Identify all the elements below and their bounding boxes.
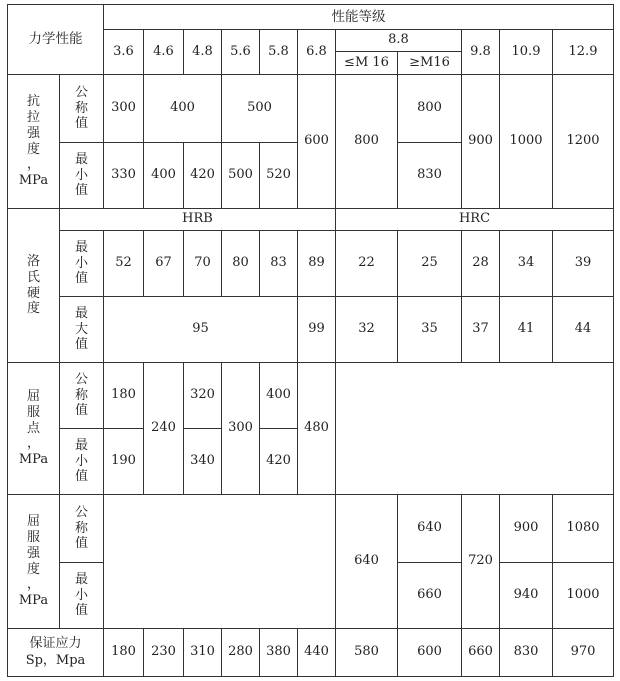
table-cell: 70 (184, 231, 222, 297)
grade-header: 9.8 (462, 30, 500, 75)
grade-header: 12.9 (553, 30, 614, 75)
nominal-value-label: 公 称 值 (60, 75, 104, 143)
table-cell: 240 (144, 363, 184, 495)
mechanical-properties-table (7, 4, 614, 677)
table-cell: 480 (298, 363, 336, 495)
yield-strength-label: 屈 服 强 度 ， MPa (8, 495, 60, 629)
table-cell: 1200 (553, 75, 614, 209)
table-cell: 720 (462, 495, 500, 629)
proof-stress-label: 保证应力 Sp，Mpa (8, 629, 104, 677)
grade-header: 5.8 (260, 30, 298, 75)
grade-header: 10.9 (500, 30, 553, 75)
table-cell: 1000 (553, 563, 614, 629)
table-cell: 95 (104, 297, 298, 363)
table-cell: 80 (222, 231, 260, 297)
table-cell: 500 (222, 75, 298, 143)
grade-header: 4.8 (184, 30, 222, 75)
table-cell: 640 (336, 495, 398, 629)
table-cell: 67 (144, 231, 184, 297)
table-cell: 830 (398, 143, 462, 209)
table-cell: 420 (184, 143, 222, 209)
min-value-label: 最 小 值 (60, 429, 104, 495)
empty-cell (104, 495, 336, 629)
grade-header: 6.8 (298, 30, 336, 75)
grade-88-subheader: ≥M16 (398, 52, 462, 75)
table-cell: 180 (104, 363, 144, 429)
table-cell: 280 (222, 629, 260, 677)
table-cell: 660 (398, 563, 462, 629)
table-cell: 970 (553, 629, 614, 677)
table-cell: 400 (144, 75, 222, 143)
grade-header: 3.6 (104, 30, 144, 75)
table-cell: 800 (398, 75, 462, 143)
table-cell: 1080 (553, 495, 614, 563)
table-cell: 300 (104, 75, 144, 143)
table-cell: 310 (184, 629, 222, 677)
yield-point-label: 屈 服 点 ， MPa (8, 363, 60, 495)
min-value-label: 最 小 值 (60, 231, 104, 297)
table-cell: 44 (553, 297, 614, 363)
rockwell-hardness-label: 洛 氏 硬 度 (8, 209, 60, 363)
document-page (7, 4, 614, 677)
table-cell: 830 (500, 629, 553, 677)
table-cell: 300 (222, 363, 260, 495)
table-cell: 580 (336, 629, 398, 677)
table-cell: 1000 (500, 75, 553, 209)
table-cell: 520 (260, 143, 298, 209)
table-cell: 41 (500, 297, 553, 363)
grade-88-subheader: ≤M 16 (336, 52, 398, 75)
empty-cell (336, 363, 614, 495)
table-cell: 35 (398, 297, 462, 363)
table-cell: 440 (298, 629, 336, 677)
table-cell: 640 (398, 495, 462, 563)
table-cell: 89 (298, 231, 336, 297)
hrc-header: HRC (336, 209, 614, 231)
min-value-label: 最 小 值 (60, 143, 104, 209)
table-cell: 28 (462, 231, 500, 297)
tensile-strength-label: 抗 拉 强 度 ， MPa (8, 75, 60, 209)
max-value-label: 最 大 值 (60, 297, 104, 363)
mechanical-properties-header: 力学性能 (8, 5, 104, 75)
nominal-value-label: 公 称 值 (60, 363, 104, 429)
performance-grade-header: 性能等级 (104, 5, 614, 30)
grade-header: 4.6 (144, 30, 184, 75)
table-cell: 340 (184, 429, 222, 495)
table-cell: 320 (184, 363, 222, 429)
table-cell: 600 (398, 629, 462, 677)
table-cell: 420 (260, 429, 298, 495)
table-cell: 900 (500, 495, 553, 563)
table-cell: 800 (336, 75, 398, 209)
table-cell: 190 (104, 429, 144, 495)
table-cell: 25 (398, 231, 462, 297)
table-cell: 37 (462, 297, 500, 363)
table-cell: 660 (462, 629, 500, 677)
table-cell: 180 (104, 629, 144, 677)
table-cell: 34 (500, 231, 553, 297)
table-cell: 900 (462, 75, 500, 209)
table-cell: 230 (144, 629, 184, 677)
grade-header: 5.6 (222, 30, 260, 75)
table-cell: 600 (298, 75, 336, 209)
table-cell: 400 (144, 143, 184, 209)
table-cell: 380 (260, 629, 298, 677)
table-cell: 99 (298, 297, 336, 363)
table-cell: 500 (222, 143, 260, 209)
nominal-value-label: 公 称 值 (60, 495, 104, 563)
hrb-header: HRB (60, 209, 336, 231)
min-value-label: 最 小 值 (60, 563, 104, 629)
table-cell: 330 (104, 143, 144, 209)
table-cell: 52 (104, 231, 144, 297)
table-cell: 22 (336, 231, 398, 297)
table-cell: 39 (553, 231, 614, 297)
table-cell: 400 (260, 363, 298, 429)
grade-header: 8.8 (336, 30, 462, 52)
table-cell: 32 (336, 297, 398, 363)
table-cell: 940 (500, 563, 553, 629)
table-cell: 83 (260, 231, 298, 297)
